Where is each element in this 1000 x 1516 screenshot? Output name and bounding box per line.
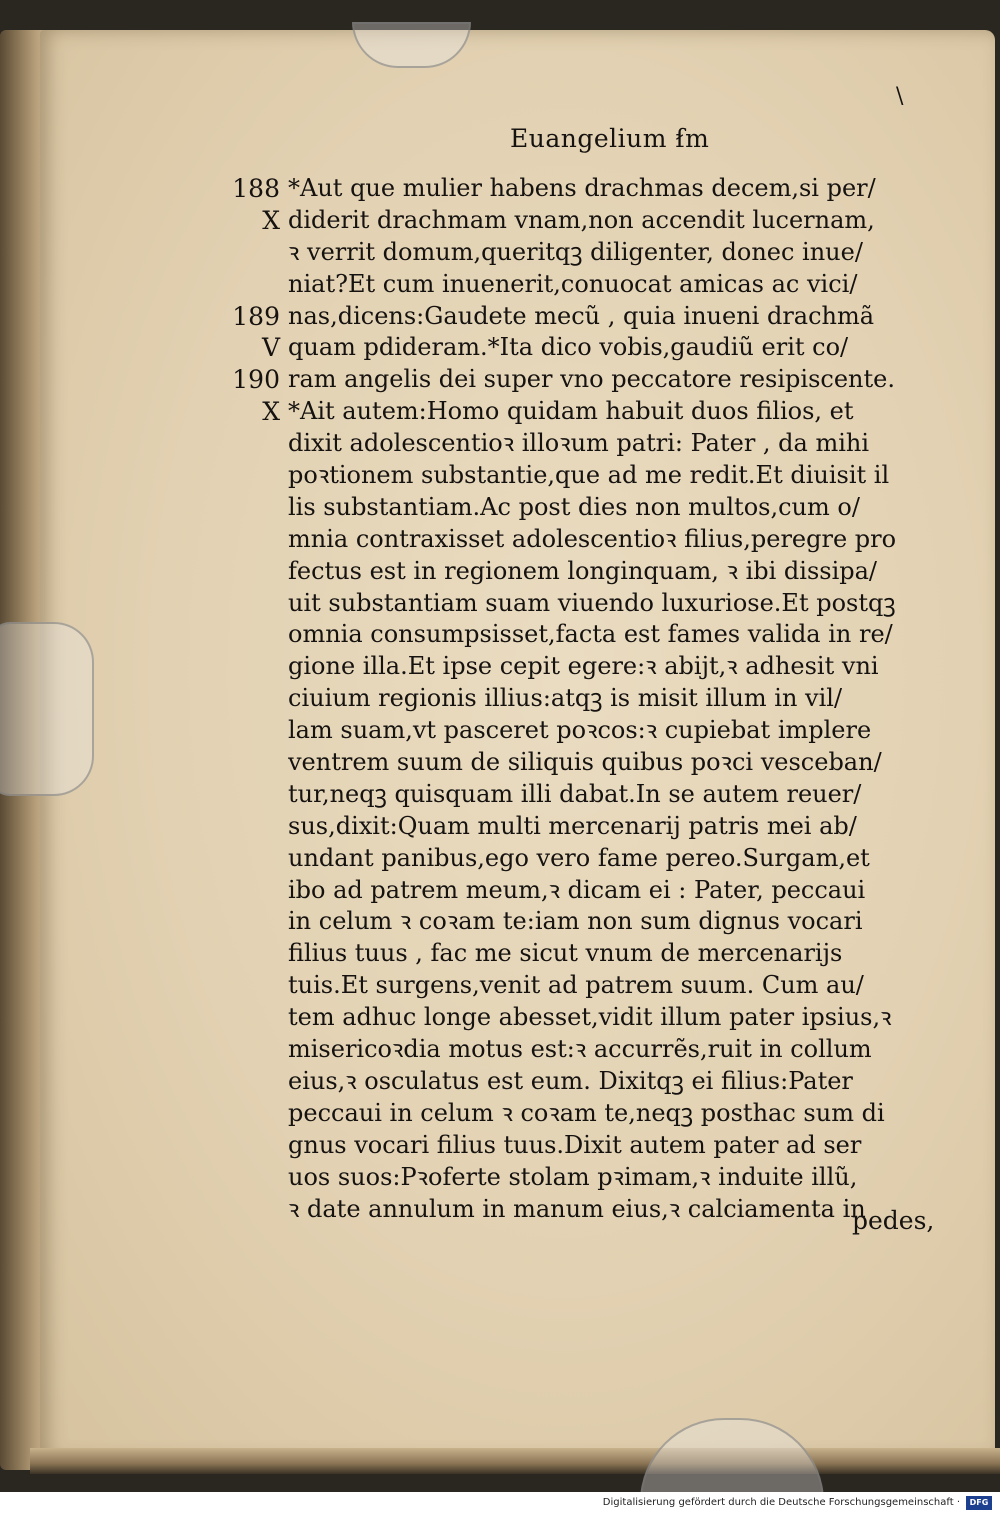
margin-notes [218, 173, 280, 428]
text-line: fectus est in regionem longinquam, ꝛ ibi dissipa/ [288, 556, 878, 585]
margin-note [218, 237, 280, 269]
text-line: uos suos:Pꝛoferte stolam pꝛimam,ꝛ induite illũ, [288, 1162, 858, 1191]
margin-note: X [262, 397, 280, 427]
text-line: uit substantiam suam viuendo luxuriose.Et postqꝫ [288, 588, 896, 617]
text-line: niat?Et cum inuenerit,conuocat amicas ac vici/ [288, 269, 858, 298]
text-line: diderit drachmam vnam,non accendit lucernam, [288, 205, 875, 234]
text-line: mnia contraxisset adolescentioꝛ filius,peregre pro [288, 524, 897, 553]
margin-note: 189 [232, 301, 280, 331]
text-line: poꝛtionem substantie,que ad me redit.Et diuisit il [288, 461, 890, 490]
footer-bar [0, 1492, 1000, 1516]
corner-mark: \ [896, 84, 904, 109]
text-line: ibo ad patrem meum,ꝛ dicam ei : Pater, peccaui [288, 875, 866, 904]
text-line: quam pdideram.*Ita dico vobis,gaudiũ erit co/ [288, 333, 849, 362]
text-line: eius,ꝛ osculatus est eum. Dixitqꝫ ei filius:Pater [288, 1066, 853, 1095]
funding-credit: Digitalisierung gefördert durch die Deutsche Forschungsgemeinschaft · [602, 1497, 960, 1508]
text-line: nas,dicens:Gaudete mecũ , quia inueni drachmã [288, 301, 875, 330]
text-line: dixit adolescentioꝛ illoꝛum patri: Pater , da mihi [288, 429, 870, 458]
text-line: ciuium regionis illius:atqꝫ is misit illum in vil/ [288, 684, 843, 713]
margin-note: 190 [232, 365, 280, 395]
text-line: tuis.Et surgens,venit ad patrem suum. Cum au/ [288, 971, 864, 1000]
running-header: Euangelium ẜm [510, 124, 710, 153]
text-line: misericoꝛdia motus est:ꝛ accurrẽs,ruit in collum [288, 1035, 872, 1064]
dfg-logo: DFG [966, 1496, 992, 1510]
margin-note: V [261, 333, 280, 363]
text-line: lis substantiam.Ac post dies non multos,cum o/ [288, 492, 860, 521]
page-bottom-edge [30, 1448, 1000, 1474]
text-line: undant panibus,ego vero fame pereo.Surgam,et [288, 843, 870, 872]
margin-note: X [262, 205, 280, 235]
text-line: ventrem suum de siliquis quibus poꝛci vesceban/ [288, 748, 882, 777]
margin-note [218, 269, 280, 301]
text-line: lam suam,vt pasceret poꝛcos:ꝛ cupiebat implere [288, 716, 872, 745]
catchword: pedes, [852, 1206, 935, 1235]
margin-note: 188 [232, 174, 280, 203]
text-line: *Ait autem:Homo quidam habuit duos filios, et [288, 397, 854, 426]
text-line: sus,dixit:Quam multi mercenarij patris mei ab/ [288, 811, 857, 840]
text-line: tur,neqꝫ quisquam illi dabat.In se autem reuer/ [288, 779, 862, 808]
glass-clip-left [0, 622, 94, 796]
text-line: ram angelis dei super vno peccatore resipiscente. [288, 365, 895, 394]
text-line: ꝛ date annulum in manum eius,ꝛ calciamenta in [288, 1194, 866, 1223]
text-line: peccaui in celum ꝛ coꝛam te,neqꝫ posthac sum di [288, 1098, 885, 1127]
text-line: *Aut que mulier habens drachmas decem,si per/ [288, 174, 876, 202]
text-line: tem adhuc longe abesset,vidit illum pater ipsius,ꝛ [288, 1003, 892, 1032]
text-line: in celum ꝛ coꝛam te:iam non sum dignus vocari [288, 907, 863, 936]
body-text [288, 173, 948, 1225]
text-line: omnia consumpsisset,facta est fames valida in re/ [288, 620, 893, 649]
text-line: gnus vocari filius tuus.Dixit autem pater ad ser [288, 1130, 862, 1159]
text-line: ꝛ verrit domum,queritqꝫ diligenter, donec inue/ [288, 237, 863, 266]
text-line: filius tuus , fac me sicut vnum de mercenarijs [288, 939, 843, 968]
text-line: gione illa.Et ipse cepit egere:ꝛ abijt,ꝛ adhesit vni [288, 652, 879, 681]
